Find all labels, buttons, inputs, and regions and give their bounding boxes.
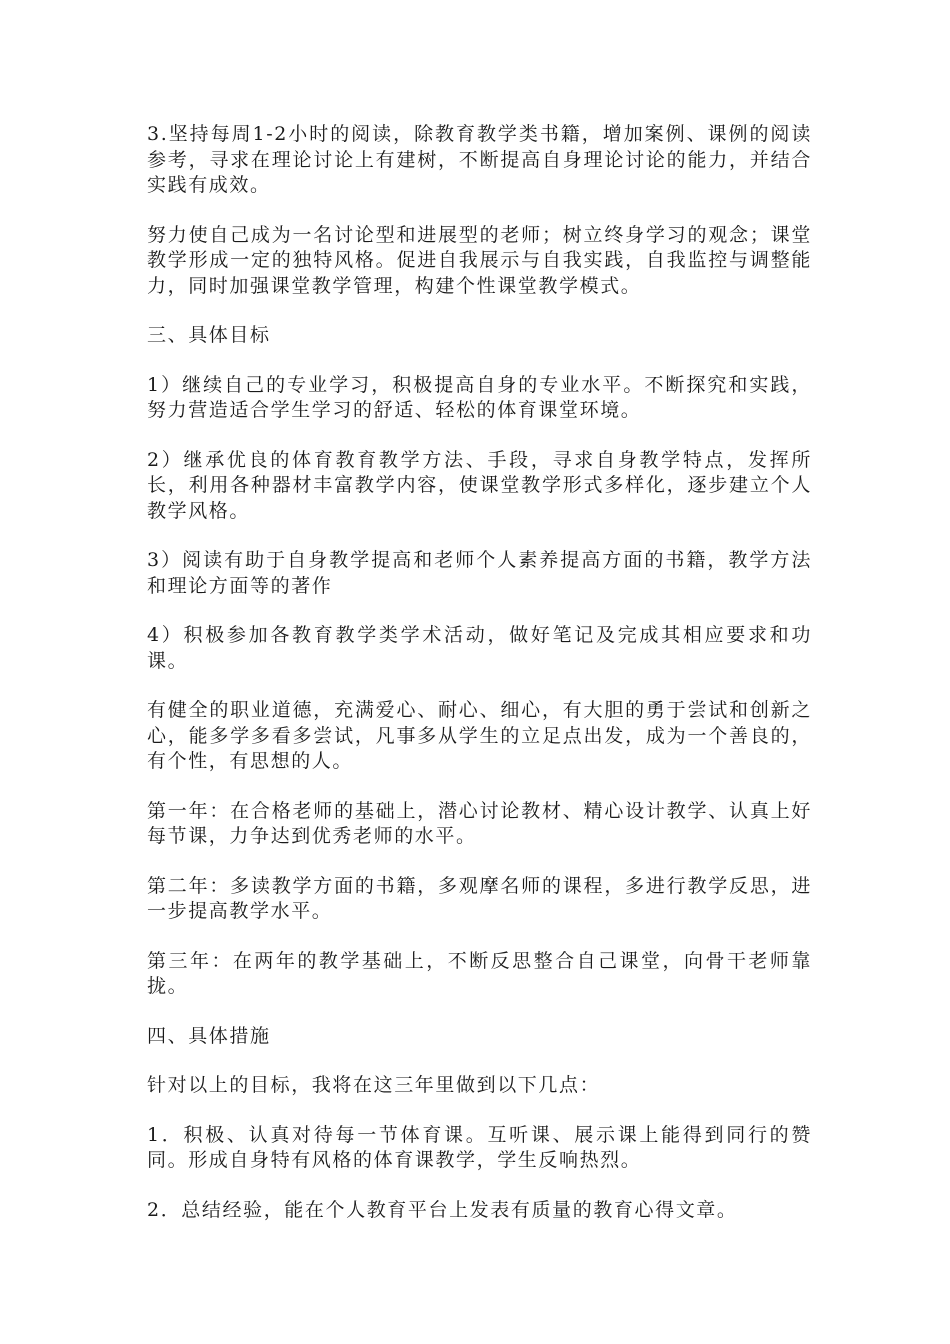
year-plan-third: 第三年：在两年的教学基础上，不断反思整合自己课堂，向骨干老师靠拢。 <box>147 949 812 997</box>
year-plan-first: 第一年：在合格老师的基础上，潜心讨论教材、精心设计教学、认真上好每节课，力争达到优秀老师的水平。 <box>147 799 812 847</box>
section-heading-specific-goals: 三、具体目标 <box>147 324 271 346</box>
measure-item-1: 1．积极、认真对待每一节体育课。互听课、展示课上能得到同行的赞同。形成自身特有风格的体育课教学，学生反响热烈。 <box>147 1123 812 1171</box>
goal-item-2: 2）继承优良的体育教育教学方法、手段，寻求自身教学特点，发挥所长，利用各种器材丰富教学内容，使课堂教学形式多样化，逐步建立个人教学风格。 <box>147 448 812 522</box>
paragraph-measures-intro: 针对以上的目标，我将在这三年里做到以下几点： <box>147 1074 601 1096</box>
paragraph-professional-ethics: 有健全的职业道德，充满爱心、耐心、细心，有大胆的勇于尝试和创新之心，能多学多看多尝试，凡事多从学生的立足点出发，成为一个善良的，有个性，有思想的人。 <box>147 699 812 772</box>
goal-item-3: 3）阅读有助于自身教学提高和老师个人素养提高方面的书籍，教学方法和理论方面等的著作 <box>147 549 812 597</box>
document-page <box>147 122 812 1247</box>
goal-item-4: 4）积极参加各教育教学类学术活动，做好笔记及完成其相应要求和功课。 <box>147 624 812 672</box>
paragraph-teacher-goal: 努力使自己成为一名讨论型和进展型的老师；树立终身学习的观念；课堂教学形成一定的独特风格。促进自我展示与自我实践，自我监控与调整能力，同时加强课堂教学管理，构建个性课堂教学模式。 <box>147 223 812 297</box>
section-heading-specific-measures: 四、具体措施 <box>147 1024 271 1047</box>
goal-item-1: 1）继续自己的专业学习，积极提高自身的专业水平。不断探究和实践，努力营造适合学生学习的舒适、轻松的体育课堂环境。 <box>147 373 812 421</box>
year-plan-second: 第二年：多读教学方面的书籍，多观摩名师的课程，多进行教学反思，进一步提高教学水平。 <box>147 874 812 922</box>
measure-item-2: 2．总结经验，能在个人教育平台上发表有质量的教育心得文章。 <box>147 1198 738 1221</box>
paragraph-reading-plan: 3.坚持每周1-2小时的阅读，除教育教学类书籍，增加案例、课例的阅读参考，寻求在理论讨论上有建树，不断提高自身理论讨论的能力，并结合实践有成效。 <box>147 123 812 196</box>
